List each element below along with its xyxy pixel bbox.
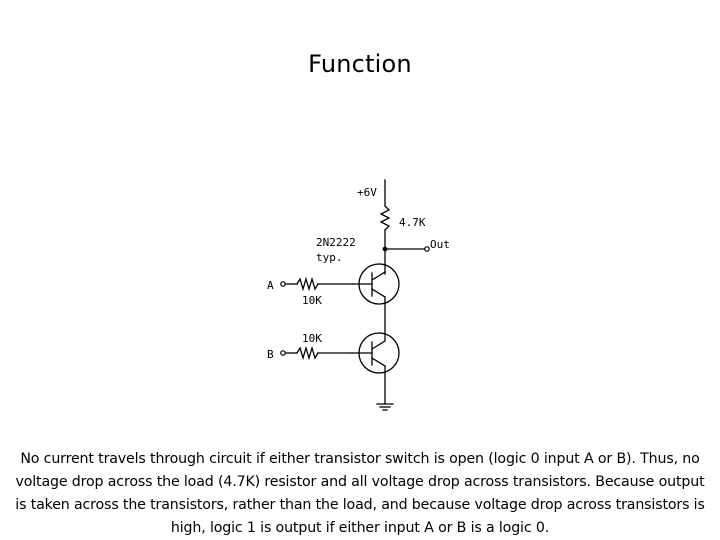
output-label: Out: [430, 238, 450, 251]
ground-symbol: [377, 404, 393, 410]
load-resistor-label: 4.7K: [399, 216, 426, 229]
load-resistor: [381, 206, 389, 230]
explanation-caption: No current travels through circuit if either transistor switch is open (logic 0 input A or B). Thus, no voltage drop across the load (4.7K) resistor and all voltage drop across transistors. Because output is taken across the transistors, rather than the load, and because voltage drop across transistors is high, logic 1 is output if either input A or B is a logic 0.: [15, 451, 705, 536]
output-node-dot: [383, 247, 387, 251]
transistor-type-note: typ.: [316, 251, 343, 264]
input-b-resistor: [297, 348, 318, 358]
resistor-a-label: 10K: [302, 294, 322, 307]
transistor-type-label: 2N2222: [316, 236, 356, 249]
input-a-label: A: [267, 279, 274, 292]
input-a-resistor: [297, 279, 318, 289]
resistor-b-label: 10K: [302, 332, 322, 345]
transistor-q2: [352, 333, 399, 373]
slide-title: Function: [308, 50, 412, 78]
output-terminal: [425, 247, 429, 251]
supply-label: +6V: [357, 186, 377, 199]
input-b-terminal: [281, 351, 285, 355]
input-a-terminal: [281, 282, 285, 286]
input-b-label: B: [267, 348, 274, 361]
transistor-q1: [352, 264, 399, 304]
